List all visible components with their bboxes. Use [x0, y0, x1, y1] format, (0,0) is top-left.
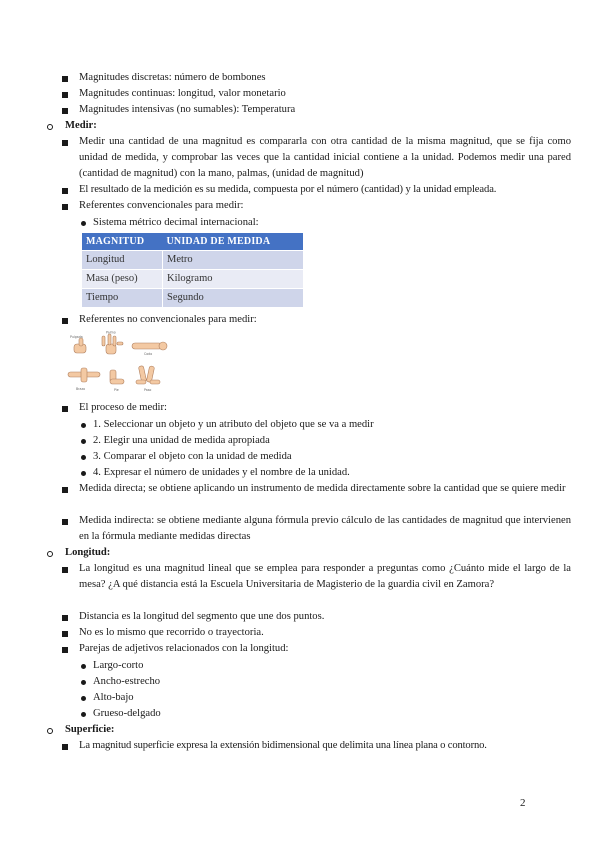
- square-bullet-icon: [62, 318, 68, 324]
- table-cell: Segundo: [163, 289, 304, 308]
- table-cell: Kilogramo: [163, 270, 304, 289]
- square-bullet-icon: [62, 76, 68, 82]
- list-item: 2. Elegir una unidad de medida apropiada: [93, 435, 270, 446]
- section-heading-medir: Medir:: [65, 120, 97, 131]
- paragraph: Medida indirecta: se obtiene mediante alguna fórmula previo cálculo de las cantidades de magnitud que intervienen en la fórmula mediante medidas directas: [79, 515, 571, 542]
- icon-label: Codo: [144, 352, 153, 356]
- foot-icon: [110, 370, 124, 384]
- list-item: 1. Seleccionar un objeto y un atributo del objeto que se va a medir: [93, 419, 374, 430]
- forearm-icon: [132, 342, 167, 350]
- dot-bullet-icon: [81, 712, 86, 717]
- section-heading-superficie: Superficie:: [65, 724, 115, 735]
- table-row: [82, 270, 303, 289]
- paragraph: El resultado de la medición es su medida, compuesta por el número (cantidad) y la unidad empleada.: [79, 184, 497, 195]
- paragraph: La longitud es una magnitud lineal que se emplea para responder a preguntas como ¿Cuánto mide el largo de la mesa? ¿A qué distancia está la Escuela Universitaria de Magisterio de la guardia civil en Zamora?: [79, 563, 571, 590]
- table-header: UNIDAD DE MEDIDA: [163, 233, 304, 251]
- square-bullet-icon: [62, 487, 68, 493]
- circle-bullet-icon: [47, 551, 53, 557]
- list-item: Sistema métrico decimal internacional:: [93, 217, 259, 228]
- thumb-icon: [74, 338, 86, 353]
- list-item: 4. Expresar el número de unidades y el nombre de la unidad.: [93, 467, 350, 478]
- dot-bullet-icon: [81, 455, 86, 460]
- list-item: Ancho-estrecho: [93, 676, 161, 687]
- square-bullet-icon: [62, 567, 68, 573]
- circle-bullet-icon: [47, 124, 53, 130]
- icon-label: Palmo: [106, 330, 116, 335]
- square-bullet-icon: [62, 140, 68, 146]
- dot-bullet-icon: [81, 221, 86, 226]
- list-item: Magnitudes intensivas (no sumables): Temperatura: [79, 104, 296, 115]
- list-item: 3. Comparar el objeto con la unidad de medida: [93, 451, 292, 462]
- paragraph: No es lo mismo que recorrido o trayectoria.: [79, 627, 264, 638]
- square-bullet-icon: [62, 92, 68, 98]
- list-item: Alto-bajo: [93, 692, 134, 703]
- table-row: [82, 251, 303, 270]
- square-bullet-icon: [62, 744, 68, 750]
- list-item: Magnitudes continuas: longitud, valor monetario: [79, 88, 286, 99]
- dot-bullet-icon: [81, 439, 86, 444]
- page-number: 2: [520, 797, 526, 809]
- square-bullet-icon: [62, 631, 68, 637]
- icon-label: Brazo: [76, 387, 86, 391]
- square-bullet-icon: [62, 647, 68, 653]
- arm-icon: [68, 368, 100, 382]
- icon-label: Pulgada: [70, 335, 83, 339]
- list-item: Magnitudes discretas: número de bombones: [79, 72, 266, 83]
- dot-bullet-icon: [81, 664, 86, 669]
- square-bullet-icon: [62, 204, 68, 210]
- table-cell: Metro: [163, 251, 304, 270]
- hand-span-icon: [102, 334, 123, 354]
- square-bullet-icon: [62, 615, 68, 621]
- paragraph: El proceso de medir:: [79, 402, 167, 413]
- square-bullet-icon: [62, 406, 68, 412]
- paragraph: Referentes convencionales para medir:: [79, 200, 244, 211]
- paragraph: Referentes no convencionales para medir:: [79, 314, 257, 325]
- table-cell: Masa (peso): [82, 270, 163, 289]
- body-measures-illustration: [66, 330, 170, 394]
- paragraph: La magnitud superficie expresa la extensión bidimensional que delimita una línea plana o contorno.: [79, 740, 487, 751]
- dot-bullet-icon: [81, 680, 86, 685]
- list-item: Grueso-delgado: [93, 708, 161, 719]
- icon-label: Paso: [144, 388, 152, 392]
- table-cell: Longitud: [82, 251, 163, 270]
- dot-bullet-icon: [81, 471, 86, 476]
- paragraph: Parejas de adjetivos relacionados con la longitud:: [79, 643, 289, 654]
- step-icon: [136, 366, 160, 384]
- square-bullet-icon: [62, 519, 68, 525]
- paragraph: Medir una cantidad de una magnitud es compararla con otra cantidad de la misma magnitud, que se fija como unidad de medida, y comprobar las veces que la cantidad inicial contiene a la unidad. Podemos medir una pared (cantidad de magnitud) con la mano, palmas, (unidad de magnitud): [79, 136, 571, 179]
- table-row: [82, 289, 303, 308]
- list-item: Largo-corto: [93, 660, 144, 671]
- table-cell: Tiempo: [82, 289, 163, 308]
- table-header: MAGNITUD: [82, 233, 163, 251]
- dot-bullet-icon: [81, 423, 86, 428]
- paragraph: Distancia es la longitud del segmento que une dos puntos.: [79, 611, 325, 622]
- metric-system-table: [82, 233, 303, 307]
- square-bullet-icon: [62, 188, 68, 194]
- dot-bullet-icon: [81, 696, 86, 701]
- paragraph: Medida directa; se obtiene aplicando un instrumento de medida directamente sobre la cantidad que se quiere medir: [79, 483, 566, 494]
- icon-label: Pie: [114, 388, 119, 392]
- circle-bullet-icon: [47, 728, 53, 734]
- section-heading-longitud: Longitud:: [65, 547, 111, 558]
- square-bullet-icon: [62, 108, 68, 114]
